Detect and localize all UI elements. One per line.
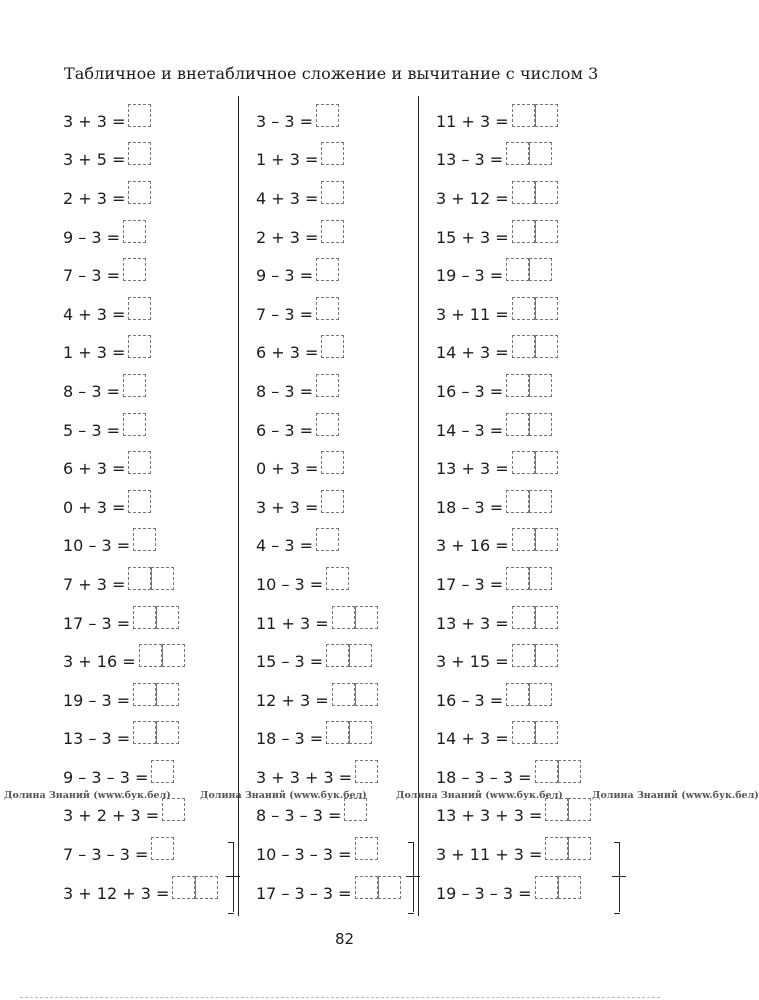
answer-box[interactable] (128, 567, 151, 590)
exercise-row (256, 141, 401, 180)
exercise-expression: 7 – 3 – 3 = (63, 845, 149, 865)
answer-boxes (512, 644, 558, 667)
answer-boxes (512, 104, 558, 127)
answer-box[interactable] (535, 644, 558, 667)
exercise-row (63, 256, 218, 295)
answer-boxes (355, 876, 401, 899)
exercise-expression: 19 – 3 = (63, 690, 131, 710)
exercise-row (63, 179, 218, 218)
answer-boxes (535, 876, 581, 899)
answer-box[interactable] (558, 760, 581, 783)
answer-box[interactable] (545, 798, 568, 821)
exercise-expression: 7 + 3 = (63, 574, 126, 594)
answer-boxes (128, 451, 151, 474)
answer-boxes (123, 413, 146, 436)
answer-box[interactable] (568, 798, 591, 821)
exercise-row (436, 835, 591, 874)
answer-box[interactable] (151, 760, 174, 783)
exercise-row (63, 449, 218, 488)
answer-box[interactable] (535, 760, 558, 783)
exercise-expression: 18 – 3 – 3 = (436, 767, 532, 787)
answer-box[interactable] (506, 374, 529, 397)
answer-box[interactable] (128, 490, 151, 513)
answer-box[interactable] (326, 644, 349, 667)
exercise-row (256, 681, 401, 720)
exercise-expression: 18 – 3 = (256, 729, 324, 749)
answer-boxes (506, 374, 552, 397)
exercise-row (63, 604, 218, 643)
answer-box[interactable] (123, 220, 146, 243)
exercise-expression: 3 + 3 = (63, 111, 126, 131)
answer-boxes (326, 567, 349, 590)
answer-boxes (512, 297, 558, 320)
answer-box[interactable] (162, 644, 185, 667)
answer-box[interactable] (123, 374, 146, 397)
answer-box[interactable] (355, 683, 378, 706)
answer-box[interactable] (512, 181, 535, 204)
answer-box[interactable] (316, 258, 339, 281)
exercise-expression: 11 + 3 = (256, 613, 329, 633)
answer-box[interactable] (123, 258, 146, 281)
answer-boxes (128, 335, 151, 358)
answer-box[interactable] (133, 528, 156, 551)
exercise-expression: 3 + 16 = (436, 536, 509, 556)
exercise-expression: 3 – 3 = (256, 111, 314, 131)
answer-boxes (133, 721, 179, 744)
exercise-expression: 8 – 3 = (63, 381, 121, 401)
exercise-expression: 9 – 3 = (256, 266, 314, 286)
answer-box[interactable] (321, 451, 344, 474)
answer-box[interactable] (535, 220, 558, 243)
answer-boxes (321, 142, 344, 165)
exercise-expression: 4 + 3 = (63, 304, 126, 324)
exercise-row (63, 681, 218, 720)
answer-boxes (316, 413, 339, 436)
answer-boxes (123, 220, 146, 243)
exercise-expression: 4 + 3 = (256, 188, 319, 208)
answer-box[interactable] (512, 721, 535, 744)
exercise-row (63, 411, 218, 450)
exercise-row (256, 256, 401, 295)
answer-boxes (344, 798, 367, 821)
exercise-row (436, 720, 591, 759)
answer-box[interactable] (558, 876, 581, 899)
answer-boxes (506, 490, 552, 513)
answer-box[interactable] (535, 297, 558, 320)
answer-boxes (326, 721, 372, 744)
answer-box[interactable] (195, 876, 218, 899)
answer-boxes (123, 258, 146, 281)
answer-box[interactable] (326, 567, 349, 590)
exercise-expression: 8 – 3 – 3 = (256, 806, 342, 826)
answer-box[interactable] (512, 528, 535, 551)
exercise-expression: 15 + 3 = (436, 227, 509, 247)
exercise-expression: 13 + 3 = (436, 613, 509, 633)
answer-boxes (133, 683, 179, 706)
exercise-row (63, 102, 218, 141)
answer-box[interactable] (529, 258, 552, 281)
watermark-2: Долина Знаний (www.бук.бел) (200, 790, 367, 801)
exercise-expression: 6 + 3 = (63, 459, 126, 479)
exercise-row (63, 372, 218, 411)
answer-boxes (128, 567, 174, 590)
exercise-expression: 3 + 16 = (63, 652, 136, 672)
answer-box[interactable] (316, 374, 339, 397)
exercise-row (256, 372, 401, 411)
exercise-row (256, 488, 401, 527)
answer-box[interactable] (545, 837, 568, 860)
exercise-row (436, 218, 591, 257)
answer-box[interactable] (321, 181, 344, 204)
answer-box[interactable] (128, 104, 151, 127)
answer-box[interactable] (535, 606, 558, 629)
answer-boxes (123, 374, 146, 397)
exercise-expression: 16 – 3 = (436, 381, 504, 401)
answer-box[interactable] (512, 451, 535, 474)
exercise-expression: 7 – 3 = (256, 304, 314, 324)
page-number: 82 (335, 930, 355, 948)
exercise-row (63, 334, 218, 373)
exercise-row (256, 449, 401, 488)
answer-boxes (321, 181, 344, 204)
answer-box[interactable] (535, 335, 558, 358)
answer-box[interactable] (535, 104, 558, 127)
answer-box[interactable] (316, 413, 339, 436)
exercise-expression: 13 + 3 = (436, 459, 509, 479)
exercise-row (256, 102, 401, 141)
answer-boxes (545, 798, 591, 821)
answer-box[interactable] (529, 567, 552, 590)
answer-boxes (512, 220, 558, 243)
answer-box[interactable] (349, 644, 372, 667)
answer-box[interactable] (151, 837, 174, 860)
answer-boxes (128, 142, 151, 165)
answer-boxes (332, 683, 378, 706)
answer-boxes (506, 258, 552, 281)
answer-box[interactable] (139, 644, 162, 667)
exercise-row (63, 565, 218, 604)
answer-boxes (535, 760, 581, 783)
answer-box[interactable] (316, 297, 339, 320)
exercise-row (436, 642, 591, 681)
answer-boxes (316, 104, 339, 127)
answer-box[interactable] (506, 567, 529, 590)
answer-boxes (512, 451, 558, 474)
answer-box[interactable] (332, 683, 355, 706)
exercise-expression: 10 – 3 – 3 = (256, 845, 352, 865)
exercise-expression: 19 – 3 – 3 = (436, 883, 532, 903)
exercise-row (63, 527, 218, 566)
answer-boxes (545, 837, 591, 860)
answer-boxes (172, 876, 218, 899)
answer-boxes (506, 683, 552, 706)
answer-box[interactable] (506, 413, 529, 436)
answer-box[interactable] (378, 876, 401, 899)
answer-boxes (133, 606, 179, 629)
answer-box[interactable] (128, 142, 151, 165)
exercise-row (436, 141, 591, 180)
answer-box[interactable] (568, 837, 591, 860)
exercise-row (436, 604, 591, 643)
exercise-expression: 0 + 3 = (256, 459, 319, 479)
answer-box[interactable] (506, 142, 529, 165)
exercise-row (256, 179, 401, 218)
exercise-expression: 18 – 3 = (436, 497, 504, 517)
exercise-expression: 1 + 3 = (63, 343, 126, 363)
exercise-row (436, 256, 591, 295)
answer-box[interactable] (332, 606, 355, 629)
answer-box[interactable] (506, 683, 529, 706)
exercise-expression: 17 – 3 = (63, 613, 131, 633)
answer-box[interactable] (529, 413, 552, 436)
answer-box[interactable] (535, 721, 558, 744)
answer-box[interactable] (535, 876, 558, 899)
answer-boxes (321, 451, 344, 474)
exercise-expression: 0 + 3 = (63, 497, 126, 517)
exercise-expression: 3 + 12 + 3 = (63, 883, 170, 903)
answer-boxes (162, 798, 185, 821)
answer-box[interactable] (162, 798, 185, 821)
exercise-expression: 2 + 3 = (256, 227, 319, 247)
answer-box[interactable] (349, 721, 372, 744)
exercise-expression: 3 + 3 + 3 = (256, 767, 353, 787)
exercise-expression: 13 – 3 = (436, 150, 504, 170)
exercise-row (63, 642, 218, 681)
exercise-row (63, 295, 218, 334)
answer-box[interactable] (512, 220, 535, 243)
answer-box[interactable] (133, 683, 156, 706)
answer-box[interactable] (512, 644, 535, 667)
answer-boxes (321, 335, 344, 358)
answer-boxes (506, 413, 552, 436)
exercise-row (436, 372, 591, 411)
exercise-expression: 1 + 3 = (256, 150, 319, 170)
answer-box[interactable] (506, 258, 529, 281)
watermark-1: Долина Знаний (www.бук.бел) (4, 790, 171, 801)
exercise-expression: 9 – 3 – 3 = (63, 767, 149, 787)
answer-box[interactable] (316, 104, 339, 127)
answer-box[interactable] (156, 606, 179, 629)
answer-box[interactable] (156, 721, 179, 744)
exercise-row (256, 295, 401, 334)
exercise-expression: 9 – 3 = (63, 227, 121, 247)
answer-box[interactable] (512, 297, 535, 320)
exercise-expression: 3 + 11 = (436, 304, 509, 324)
exercise-expression: 7 – 3 = (63, 266, 121, 286)
answer-boxes (316, 297, 339, 320)
exercise-row (256, 411, 401, 450)
exercise-row (63, 797, 218, 836)
answer-boxes (316, 374, 339, 397)
answer-boxes (355, 760, 378, 783)
exercise-expression: 13 + 3 + 3 = (436, 806, 543, 826)
exercise-expression: 6 – 3 = (256, 420, 314, 440)
exercise-row (436, 295, 591, 334)
answer-box[interactable] (321, 490, 344, 513)
exercise-expression: 3 + 12 = (436, 188, 509, 208)
exercise-row (436, 102, 591, 141)
exercise-expression: 10 – 3 = (63, 536, 131, 556)
answer-box[interactable] (151, 567, 174, 590)
exercise-expression: 6 + 3 = (256, 343, 319, 363)
exercise-row (436, 681, 591, 720)
answer-box[interactable] (128, 181, 151, 204)
answer-boxes (512, 181, 558, 204)
answer-boxes (512, 721, 558, 744)
answer-box[interactable] (128, 335, 151, 358)
exercise-expression: 17 – 3 = (436, 574, 504, 594)
answer-box[interactable] (529, 374, 552, 397)
answer-box[interactable] (535, 181, 558, 204)
answer-box[interactable] (133, 606, 156, 629)
exercise-row (63, 835, 218, 874)
answer-box[interactable] (326, 721, 349, 744)
answer-box[interactable] (512, 104, 535, 127)
answer-boxes (139, 644, 185, 667)
answer-boxes (355, 837, 378, 860)
exercise-expression: 10 – 3 = (256, 574, 324, 594)
answer-box[interactable] (529, 683, 552, 706)
exercise-row (63, 218, 218, 257)
exercise-row (256, 720, 401, 759)
exercise-expression: 3 + 3 = (256, 497, 319, 517)
exercise-expression: 3 + 5 = (63, 150, 126, 170)
exercise-expression: 14 + 3 = (436, 343, 509, 363)
exercise-expression: 14 – 3 = (436, 420, 504, 440)
exercise-row (436, 411, 591, 450)
scan-edge-line (20, 997, 660, 999)
exercise-expression: 16 – 3 = (436, 690, 504, 710)
exercise-expression: 19 – 3 = (436, 266, 504, 286)
answer-boxes (151, 760, 174, 783)
answer-box[interactable] (133, 721, 156, 744)
answer-boxes (506, 142, 552, 165)
answer-box[interactable] (529, 142, 552, 165)
watermark-4: Долина Знаний (www.бук.бел) (592, 790, 759, 801)
exercise-row (436, 179, 591, 218)
answer-box[interactable] (321, 220, 344, 243)
answer-box[interactable] (535, 451, 558, 474)
exercise-expression: 5 – 3 = (63, 420, 121, 440)
answer-boxes (316, 528, 339, 551)
exercise-expression: 12 + 3 = (256, 690, 329, 710)
exercise-row (256, 797, 401, 836)
exercise-row (256, 835, 401, 874)
answer-boxes (151, 837, 174, 860)
exercise-expression: 11 + 3 = (436, 111, 509, 131)
exercise-row (256, 527, 401, 566)
answer-box[interactable] (321, 142, 344, 165)
answer-box[interactable] (355, 606, 378, 629)
answer-box[interactable] (535, 528, 558, 551)
answer-boxes (512, 528, 558, 551)
answer-boxes (128, 297, 151, 320)
exercise-expression: 8 – 3 = (256, 381, 314, 401)
exercise-row (436, 874, 591, 913)
exercise-row (436, 797, 591, 836)
answer-boxes (512, 606, 558, 629)
answer-boxes (128, 490, 151, 513)
answer-box[interactable] (344, 798, 367, 821)
answer-boxes (326, 644, 372, 667)
answer-boxes (506, 567, 552, 590)
exercise-row (436, 488, 591, 527)
exercise-expression: 4 – 3 = (256, 536, 314, 556)
answer-box[interactable] (512, 335, 535, 358)
answer-box[interactable] (316, 528, 339, 551)
exercise-row (436, 334, 591, 373)
answer-boxes (321, 220, 344, 243)
exercise-expression: 15 – 3 = (256, 652, 324, 672)
answer-box[interactable] (355, 760, 378, 783)
answer-boxes (332, 606, 378, 629)
exercise-row (63, 720, 218, 759)
answer-boxes (321, 490, 344, 513)
exercise-row (256, 604, 401, 643)
answer-box[interactable] (321, 335, 344, 358)
watermark-3: Долина Знаний (www.бук.бел) (396, 790, 563, 801)
exercise-row (63, 141, 218, 180)
exercise-row (256, 218, 401, 257)
exercise-expression: 13 – 3 = (63, 729, 131, 749)
exercise-expression: 17 – 3 – 3 = (256, 883, 352, 903)
exercise-row (436, 527, 591, 566)
answer-boxes (512, 335, 558, 358)
exercise-row (256, 642, 401, 681)
answer-boxes (128, 104, 151, 127)
answer-boxes (316, 258, 339, 281)
exercise-row (63, 488, 218, 527)
exercise-row (63, 874, 218, 913)
exercise-expression: 3 + 11 + 3 = (436, 845, 543, 865)
exercise-row (436, 449, 591, 488)
answer-box[interactable] (529, 490, 552, 513)
exercise-expression: 2 + 3 = (63, 188, 126, 208)
exercise-expression: 3 + 2 + 3 = (63, 806, 160, 826)
answer-boxes (128, 181, 151, 204)
exercise-row (436, 565, 591, 604)
exercise-row (256, 874, 401, 913)
exercise-expression: 3 + 15 = (436, 652, 509, 672)
answer-box[interactable] (506, 490, 529, 513)
answer-boxes (133, 528, 156, 551)
exercise-row (256, 565, 401, 604)
exercise-expression: 14 + 3 = (436, 729, 509, 749)
answer-box[interactable] (355, 876, 378, 899)
exercise-row (256, 334, 401, 373)
answer-box[interactable] (156, 683, 179, 706)
worksheet-title: Табличное и внетабличное сложение и вычитание с числом 3 (64, 64, 599, 83)
answer-box[interactable] (128, 297, 151, 320)
answer-box[interactable] (355, 837, 378, 860)
answer-box[interactable] (512, 606, 535, 629)
answer-box[interactable] (123, 413, 146, 436)
answer-box[interactable] (128, 451, 151, 474)
answer-box[interactable] (172, 876, 195, 899)
